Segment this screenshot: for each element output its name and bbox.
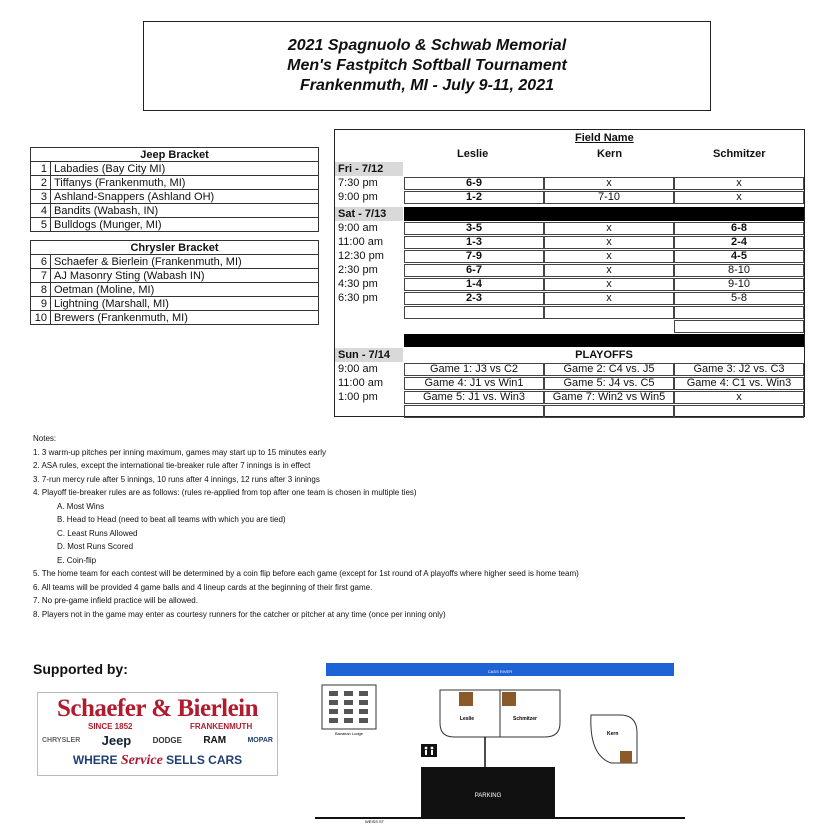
game-cell: 8-10 bbox=[674, 264, 804, 277]
schedule-row-empty bbox=[335, 306, 803, 319]
game-cell: Game 1: J3 vs C2 bbox=[404, 363, 544, 376]
team-row bbox=[31, 204, 319, 218]
note-item: 5. The home team for each contest will be determined by a coin flip before each game (except for 1st round of A playoffs where higher seed is home team) bbox=[33, 569, 579, 578]
tournament-title-box bbox=[143, 21, 711, 111]
time-cell: 11:00 am bbox=[338, 236, 384, 248]
notes-section bbox=[33, 432, 579, 621]
slogan-service: Service bbox=[120, 753, 163, 768]
sat-divider-bar bbox=[404, 207, 804, 221]
ram-logo: RAM bbox=[203, 735, 227, 746]
team-number: 4 bbox=[31, 204, 51, 218]
team-number: 10 bbox=[31, 311, 51, 325]
note-item: 1. 3 warm-up pitches per inning maximum, games may start up to 15 minutes early bbox=[33, 447, 327, 457]
game-cell: x bbox=[544, 222, 674, 235]
team-number: 2 bbox=[31, 176, 51, 190]
title-line-1: 2021 Spagnuolo & Schwab Memorial bbox=[287, 37, 567, 54]
note-subitem: B. Head to Head (need to beat all teams with which you are tied) bbox=[57, 515, 286, 524]
schmitzer-infield bbox=[502, 692, 516, 706]
schedule-row bbox=[335, 236, 803, 249]
game-cell: 6-7 bbox=[404, 264, 544, 277]
game-cell: 2-3 bbox=[404, 292, 544, 305]
time-cell: 6:30 pm bbox=[338, 292, 378, 304]
game-cell: x bbox=[674, 177, 804, 190]
sponsor-slogan bbox=[38, 753, 277, 769]
schedule-row bbox=[335, 278, 803, 291]
game-cell: x bbox=[544, 250, 674, 263]
game-cell: x bbox=[674, 191, 804, 204]
team-number: 8 bbox=[31, 283, 51, 297]
map-leslie-label: Leslie bbox=[459, 716, 475, 722]
schedule-row bbox=[335, 377, 803, 390]
team-row bbox=[31, 311, 319, 325]
mopar-logo: MOPAR bbox=[247, 737, 273, 744]
slogan-where: WHERE bbox=[72, 753, 118, 767]
schedule-row bbox=[335, 292, 803, 305]
game-cell: x bbox=[544, 236, 674, 249]
empty-cell bbox=[544, 306, 674, 319]
game-cell: 2-4 bbox=[674, 236, 804, 249]
team-name: AJ Masonry Sting (Wabash IN) bbox=[51, 269, 319, 283]
team-number: 9 bbox=[31, 297, 51, 311]
team-name: Bandits (Wabash, IN) bbox=[51, 204, 319, 218]
team-name: Lightning (Marshall, MI) bbox=[51, 297, 319, 311]
time-cell: 9:00 am bbox=[338, 363, 378, 375]
note-item: 7. No pre-game infield practice will be allowed. bbox=[33, 596, 198, 605]
team-number: 7 bbox=[31, 269, 51, 283]
road-label: WEISS ST bbox=[365, 819, 385, 824]
title-line-3: Frankenmuth, MI - July 9-11, 2021 bbox=[299, 77, 554, 94]
game-cell: 5-8 bbox=[674, 292, 804, 305]
team-name: Oetman (Moline, MI) bbox=[51, 283, 319, 297]
field-name-label: Field Name bbox=[575, 132, 634, 144]
note-subitem: E. Coin-flip bbox=[57, 555, 97, 565]
bracket-spacer bbox=[31, 232, 319, 241]
team-row bbox=[31, 218, 319, 232]
chrysler-bracket-title: Chrysler Bracket bbox=[31, 241, 319, 255]
team-number: 1 bbox=[31, 162, 51, 176]
schedule-row bbox=[335, 264, 803, 277]
game-cell: Game 2: C4 vs. J5 bbox=[544, 363, 674, 376]
game-cell: Game 5: J4 vs. C5 bbox=[544, 377, 674, 390]
team-row bbox=[31, 255, 319, 269]
time-cell: 11:00 am bbox=[338, 377, 384, 389]
note-item: 4. Playoff tie-breaker rules are as follows: (rules re-applied from top after one team is chosen in multiple ties) bbox=[33, 488, 417, 497]
game-cell: Game 3: J2 vs. C3 bbox=[674, 363, 804, 376]
parking-label: PARKING bbox=[474, 793, 502, 799]
time-cell: 1:00 pm bbox=[338, 391, 378, 403]
lodge-label: Bavarian Lodge bbox=[334, 731, 364, 736]
time-cell: 9:00 pm bbox=[338, 191, 378, 203]
empty-cell bbox=[404, 306, 544, 319]
brand-row bbox=[42, 733, 273, 748]
field-map bbox=[315, 655, 685, 825]
schedule-row bbox=[335, 222, 803, 235]
field-header-schmitzer: Schmitzer bbox=[713, 148, 766, 160]
team-name: Tiffanys (Frankenmuth, MI) bbox=[51, 176, 319, 190]
schedule-row-empty bbox=[335, 320, 803, 333]
team-row bbox=[31, 190, 319, 204]
schedule-row bbox=[335, 191, 803, 204]
time-cell: 2:30 pm bbox=[338, 264, 378, 276]
dodge-logo: DODGE bbox=[152, 736, 182, 745]
jeep-logo: Jeep bbox=[101, 733, 132, 748]
schedule-row bbox=[335, 250, 803, 263]
kern-infield bbox=[620, 751, 632, 763]
map-schmitzer-label: Schmitzer bbox=[513, 716, 537, 722]
bracket-table bbox=[30, 147, 319, 325]
game-cell: 1-2 bbox=[404, 191, 544, 204]
team-number: 6 bbox=[31, 255, 51, 269]
team-name: Brewers (Frankenmuth, MI) bbox=[51, 311, 319, 325]
team-name: Schaefer & Bierlein (Frankenmuth, MI) bbox=[51, 255, 319, 269]
team-row bbox=[31, 269, 319, 283]
team-number: 3 bbox=[31, 190, 51, 204]
time-cell: 9:00 am bbox=[338, 222, 378, 234]
sun-divider-bar bbox=[404, 334, 804, 347]
game-cell: Game 4: J1 vs Win1 bbox=[404, 377, 544, 390]
game-cell: 1-3 bbox=[404, 236, 544, 249]
team-row bbox=[31, 283, 319, 297]
team-name: Labadies (Bay City MI) bbox=[51, 162, 319, 176]
game-cell: 3-5 bbox=[404, 222, 544, 235]
note-subitem: D. Most Runs Scored bbox=[57, 542, 134, 551]
sponsor-town: FRANKENMUTH bbox=[190, 722, 253, 731]
empty-cell bbox=[544, 405, 674, 418]
sponsor-name: Schaefer & Bierlein bbox=[56, 695, 259, 722]
field-header-kern: Kern bbox=[597, 148, 623, 160]
note-subitem: A. Most Wins bbox=[57, 501, 105, 511]
time-cell: 7:30 pm bbox=[338, 177, 378, 189]
leslie-infield bbox=[459, 692, 473, 706]
jeep-bracket-title: Jeep Bracket bbox=[31, 148, 319, 162]
supported-by-label: Supported by: bbox=[33, 661, 128, 677]
day-label-sat: Sat - 7/13 bbox=[335, 207, 403, 221]
empty-cell bbox=[674, 320, 804, 333]
restroom-icon bbox=[421, 744, 437, 757]
note-item: 8. Players not in the game may enter as courtesy runners for the catcher or pitcher at any time (once per inning only) bbox=[33, 609, 446, 619]
game-cell: 9-10 bbox=[674, 278, 804, 291]
game-cell: x bbox=[674, 391, 804, 404]
team-name: Ashland-Snappers (Ashland OH) bbox=[51, 190, 319, 204]
schedule-row bbox=[335, 177, 803, 190]
parking-lot bbox=[421, 767, 555, 817]
chrysler-logo: CHRYSLER bbox=[42, 737, 81, 744]
game-cell: 1-4 bbox=[404, 278, 544, 291]
note-subitem: C. Least Runs Allowed bbox=[57, 528, 138, 538]
team-name: Bulldogs (Munger, MI) bbox=[51, 218, 319, 232]
river-label: CASS RIVER bbox=[487, 669, 513, 674]
team-row bbox=[31, 176, 319, 190]
day-label-fri: Fri - 7/12 bbox=[335, 162, 403, 176]
title-line-2: Men's Fastpitch Softball Tournament bbox=[287, 57, 567, 74]
sponsor-since: SINCE 1852 bbox=[88, 722, 133, 731]
empty-cell bbox=[404, 405, 544, 418]
game-cell: Game 7: Win2 vs Win5 bbox=[544, 391, 674, 404]
map-kern-label: Kern bbox=[607, 731, 619, 737]
game-cell: Game 5: J1 vs. Win3 bbox=[404, 391, 544, 404]
note-item: 2. ASA rules, except the international tie-breaker rule after 7 innings is in effect bbox=[33, 461, 311, 470]
schedule-row bbox=[335, 363, 803, 376]
game-cell: 7-9 bbox=[404, 250, 544, 263]
game-cell: x bbox=[544, 264, 674, 277]
game-cell: x bbox=[544, 278, 674, 291]
time-cell: 4:30 pm bbox=[338, 278, 378, 290]
note-item: 6. All teams will be provided 4 game balls and 4 lineup cards at the beginning of their first game. bbox=[33, 582, 373, 592]
schedule-row bbox=[335, 391, 803, 404]
playoffs-label: PLAYOFFS bbox=[575, 349, 633, 361]
game-cell: 6-8 bbox=[674, 222, 804, 235]
field-header-leslie: Leslie bbox=[457, 148, 489, 160]
day-label-sun: Sun - 7/14 bbox=[335, 348, 403, 362]
game-cell: x bbox=[544, 292, 674, 305]
note-item: 3. 7-run mercy rule after 5 innings, 10 runs after 4 innings, 12 runs after 3 innings bbox=[33, 474, 320, 484]
time-cell: 12:30 pm bbox=[338, 250, 384, 262]
sponsor-logo bbox=[37, 692, 278, 776]
slogan-sells-cars: SELLS CARS bbox=[166, 753, 243, 767]
team-row bbox=[31, 162, 319, 176]
schedule-row-empty bbox=[335, 405, 803, 418]
empty-cell bbox=[674, 306, 804, 319]
game-cell: Game 4: C1 vs. Win3 bbox=[674, 377, 804, 390]
team-row bbox=[31, 297, 319, 311]
lodge-building bbox=[322, 685, 376, 729]
team-number: 5 bbox=[31, 218, 51, 232]
game-cell: 4-5 bbox=[674, 250, 804, 263]
game-cell: 6-9 bbox=[404, 177, 544, 190]
empty-cell bbox=[674, 405, 804, 418]
schedule-grid bbox=[334, 129, 805, 417]
notes-title: Notes: bbox=[33, 434, 57, 443]
game-cell: 7-10 bbox=[544, 191, 674, 204]
game-cell: x bbox=[544, 177, 674, 190]
